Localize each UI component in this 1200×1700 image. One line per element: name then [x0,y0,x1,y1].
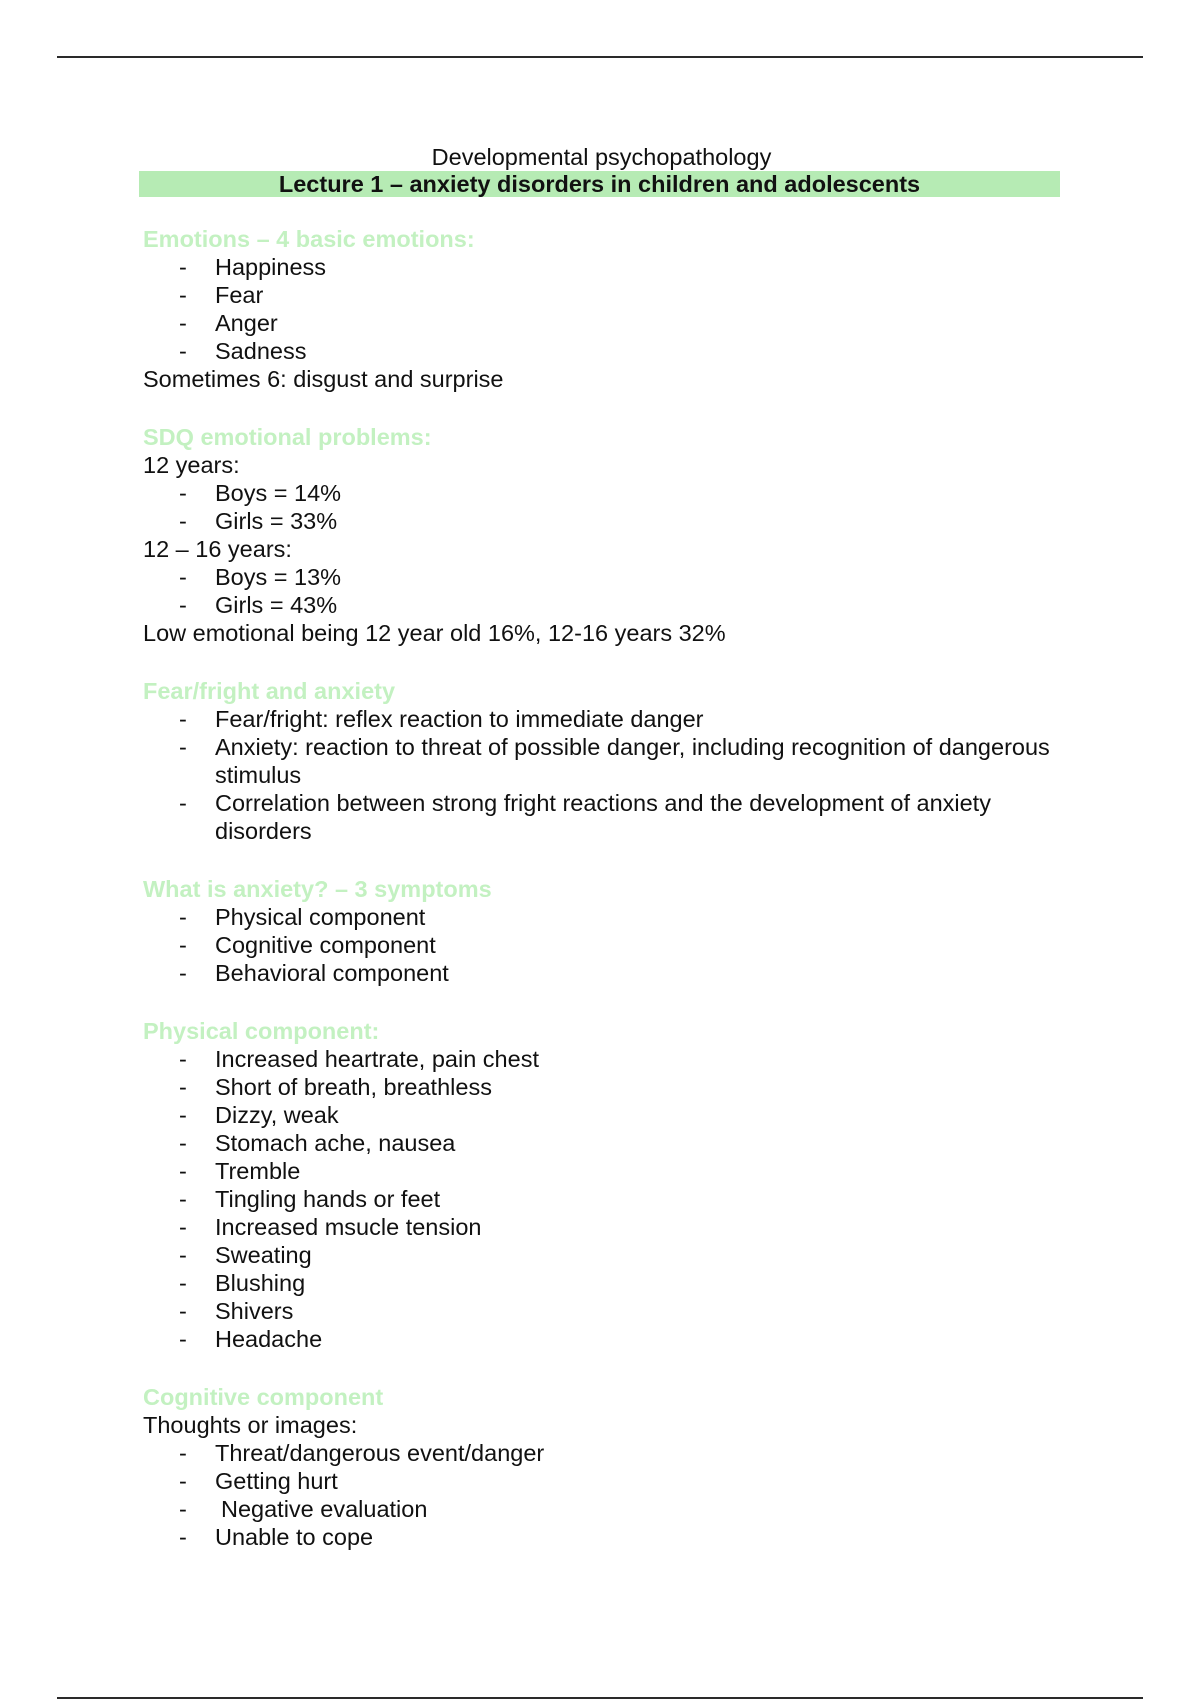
bullet-marker: - [179,1440,187,1466]
bullet-marker: - [179,1130,187,1156]
bullet-marker: - [179,1242,187,1268]
bullet-marker: - [179,1326,187,1352]
cognitive-list [143,1439,1060,1551]
list-item-text: Happiness [215,254,327,280]
bullet-marker: - [179,1298,187,1324]
document-body [143,143,1060,1551]
list-item-text: Increased msucle tension [215,1214,482,1240]
bullet-marker: - [179,592,187,618]
list-item [143,507,1060,535]
bullet-marker: - [179,1158,187,1184]
list-item-text: Dizzy, weak [215,1102,339,1128]
list-item-text: Boys = 14% [215,480,342,506]
emotions-note: Sometimes 6: disgust and surprise [143,366,504,392]
list-item [143,591,1060,619]
list-item-text: Blushing [215,1270,306,1296]
list-item-text: Girls = 33% [215,508,338,534]
list-item-text: Stomach ache, nausea [215,1130,456,1156]
bullet-marker: - [179,1074,187,1100]
list-item-text: Behavioral component [215,960,449,986]
list-item [143,563,1060,591]
list-item-text: Short of breath, breathless [215,1074,492,1100]
list-item [143,1439,1060,1467]
sdq-group1-label: 12 years: [143,452,240,478]
bullet-marker: - [179,508,187,534]
sdq-group1-list [143,479,1060,535]
bullet-marker: - [179,734,187,760]
list-item-text: Fear/fright: reflex reaction to immediate danger [215,706,704,732]
fear-list [143,705,1060,845]
list-item [143,337,1060,365]
list-item-text: Shivers [215,1298,294,1324]
list-item-text: Fear [215,282,264,308]
sdq-note: Low emotional being 12 year old 16%, 12-16 years 32% [143,620,726,646]
list-item [143,253,1060,281]
physical-list [143,1045,1060,1353]
list-item-text: Unable to cope [215,1524,374,1550]
list-item [143,1241,1060,1269]
list-item-text: Anger [215,310,278,336]
list-item-text: Cognitive component [215,932,436,958]
bullet-marker: - [179,1468,187,1494]
emotions-list [143,253,1060,365]
list-item-text: Girls = 43% [215,592,338,618]
bullet-marker: - [179,480,187,506]
section-heading-emotions: Emotions – 4 basic emotions: [143,226,475,252]
list-item [143,733,1060,789]
list-item-text: Tremble [215,1158,301,1184]
bullet-marker: - [179,790,187,816]
list-item [143,1101,1060,1129]
anxiety-symptoms-list [143,903,1060,987]
section-heading-what-is-anxiety: What is anxiety? – 3 symptoms [143,876,492,902]
section-heading-physical: Physical component: [143,1018,380,1044]
list-item-text: Increased heartrate, pain chest [215,1046,539,1072]
list-item [143,309,1060,337]
bullet-marker: - [179,932,187,958]
list-item [143,1157,1060,1185]
list-item [143,959,1060,987]
list-item [143,931,1060,959]
list-item [143,1297,1060,1325]
list-item [143,1213,1060,1241]
list-item [143,789,1060,845]
bullet-marker: - [179,1214,187,1240]
list-item [143,1129,1060,1157]
sdq-group2-list [143,563,1060,619]
bullet-marker: - [179,1186,187,1212]
sdq-group2-label: 12 – 16 years: [143,536,292,562]
list-item-text: Headache [215,1326,323,1352]
document-title: Developmental psychopathology [431,144,772,170]
list-item [143,1269,1060,1297]
list-item-text: Boys = 13% [215,564,342,590]
list-item-text: Negative evaluation [221,1496,428,1522]
list-item [143,705,1060,733]
list-item-text: Threat/dangerous event/danger [215,1440,545,1466]
bullet-marker: - [179,1102,187,1128]
list-item [143,281,1060,309]
list-item-text: Physical component [215,904,426,930]
cognitive-label: Thoughts or images: [143,1412,358,1438]
top-rule [57,56,1143,58]
bullet-marker: - [179,1496,187,1522]
bullet-marker: - [179,1524,187,1550]
section-heading-sdq: SDQ emotional problems: [143,424,432,450]
list-item [143,1185,1060,1213]
bullet-marker: - [179,338,187,364]
list-item [143,903,1060,931]
bullet-marker: - [179,254,187,280]
section-heading-fear: Fear/fright and anxiety [143,678,396,704]
list-item [143,1045,1060,1073]
list-item [143,1467,1060,1495]
bullet-marker: - [179,564,187,590]
bullet-marker: - [179,1270,187,1296]
list-item-text: Tingling hands or feet [215,1186,441,1212]
list-item-text: Correlation between strong fright reactions and the development of anxiety disorders [215,790,991,844]
section-heading-cognitive: Cognitive component [143,1384,384,1410]
list-item [143,1325,1060,1353]
bullet-marker: - [179,310,187,336]
list-item [143,1073,1060,1101]
list-item-text: Getting hurt [215,1468,338,1494]
list-item [143,479,1060,507]
list-item-text: Sadness [215,338,307,364]
bullet-marker: - [179,706,187,732]
bullet-marker: - [179,1046,187,1072]
bottom-rule [57,1697,1143,1699]
bullet-marker: - [179,904,187,930]
bullet-marker: - [179,960,187,986]
lecture-title: Lecture 1 – anxiety disorders in children and adolescents [139,171,1060,197]
list-item-text: Sweating [215,1242,312,1268]
list-item [143,1495,1060,1523]
bullet-marker: - [179,282,187,308]
list-item-text: Anxiety: reaction to threat of possible danger, including recognition of dangerous stimulus [215,734,1050,788]
list-item [143,1523,1060,1551]
